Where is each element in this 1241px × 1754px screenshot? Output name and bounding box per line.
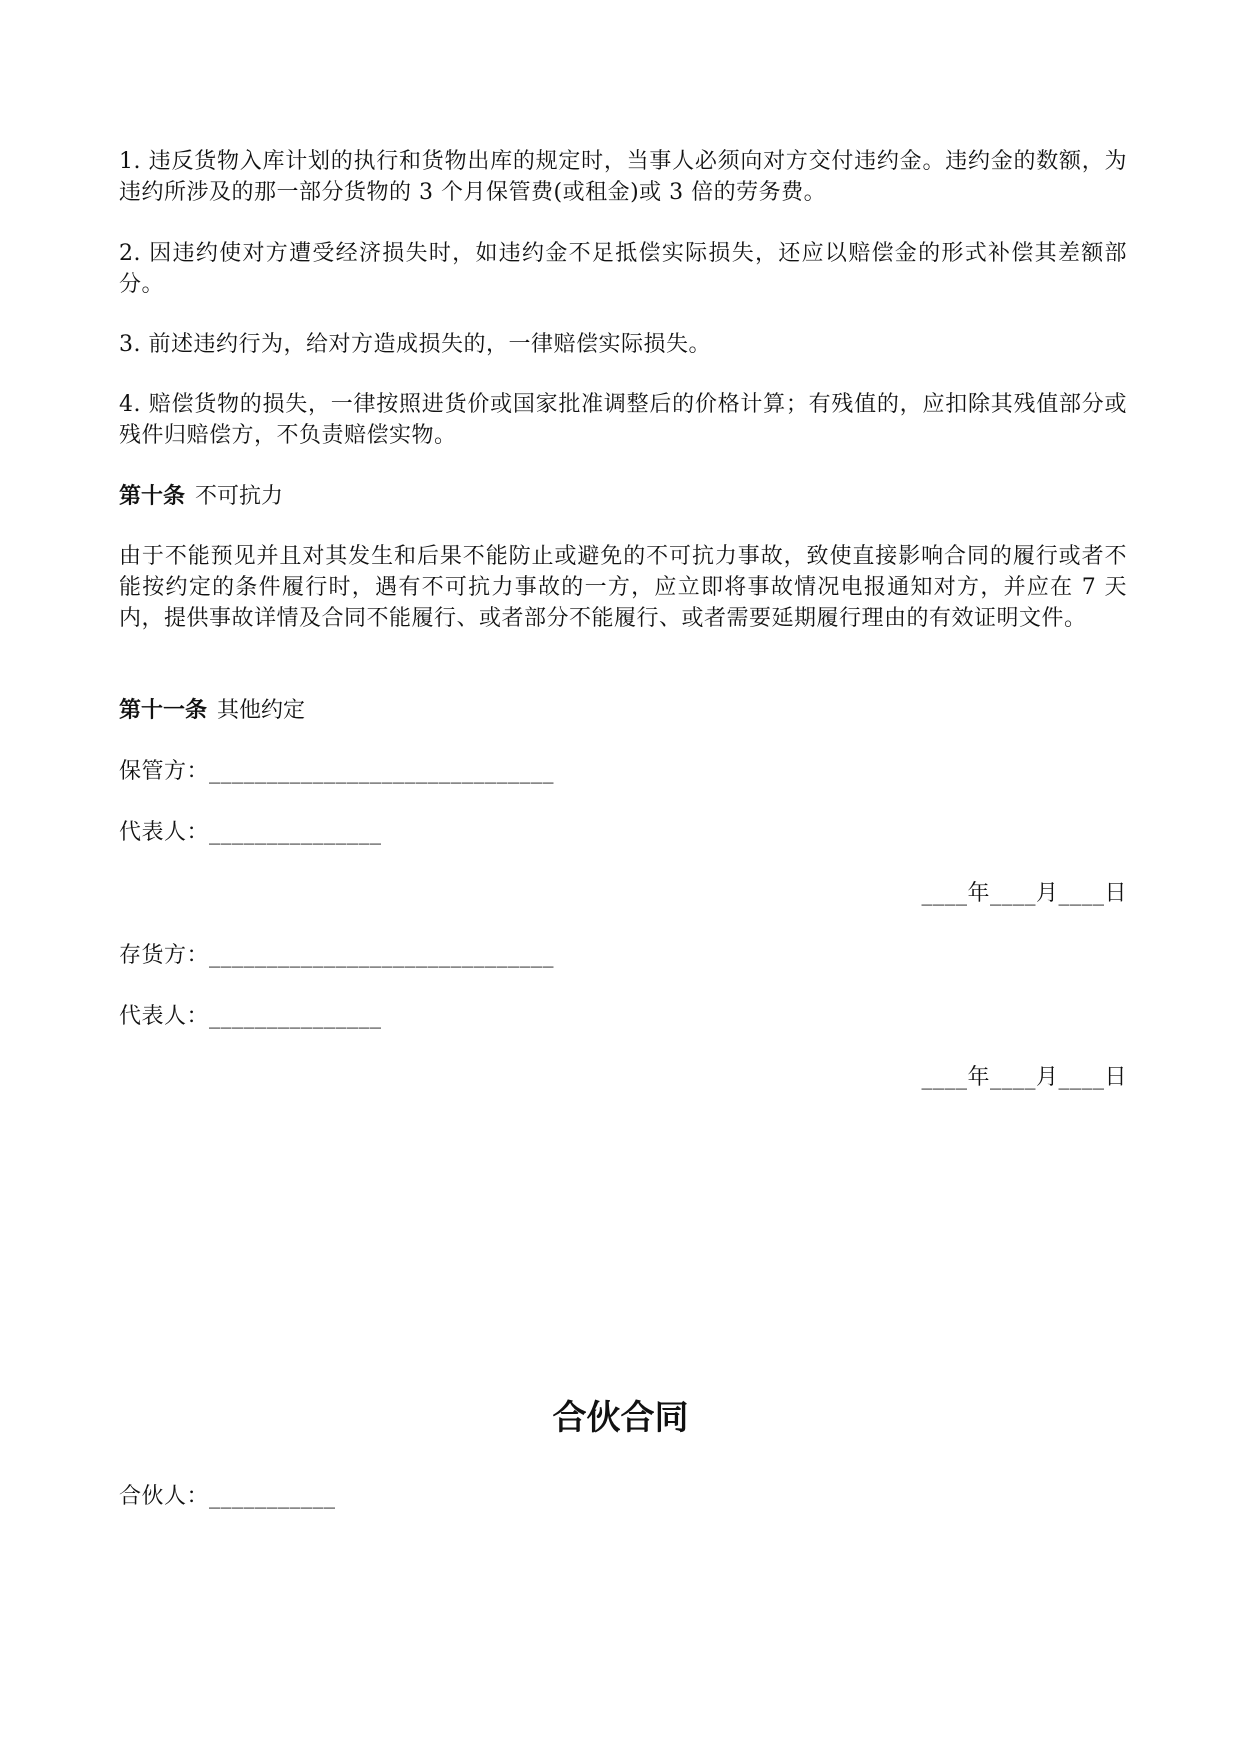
depositor-date-field: ____年____月____日: [921, 1065, 1127, 1090]
article-10-title: 不可抗力: [195, 484, 284, 509]
article-11-title: 其他约定: [217, 698, 306, 723]
clause-3: 3. 前述违约行为，给对方造成损失的，一律赔偿实际损失。: [119, 332, 711, 357]
clause-1: 1. 违反货物入库计划的执行和货物出库的规定时，当事人必须向对方交付违约金。违约金的数额，为违约所涉及的那一部分货物的 3 个月保管费(或租金)或 3 倍的劳务费。: [119, 149, 1127, 205]
clause-4: 4. 赔偿货物的损失，一律按照进货价或国家批准调整后的价格计算；有残值的，应扣除其残值部分或残件归赔偿方，不负责赔偿实物。: [119, 392, 1127, 448]
partner-field: 合伙人：___________: [119, 1484, 336, 1509]
depositor-field: 存货方：______________________________: [119, 943, 555, 968]
article-10-body: 由于不能预见并且对其发生和后果不能防止或避免的不可抗力事故，致使直接影响合同的履行或者不能按约定的条件履行时，遇有不可抗力事故的一方，应立即将事故情况电报通知对方，并应在 7 天内，提供事故详情及合同不能履行、或者部分不能履行、或者需要延期履行理由的有效证明文件。: [119, 544, 1127, 631]
clause-2: 2. 因违约使对方遭受经济损失时，如违约金不足抵偿实际损失，还应以赔偿金的形式补偿其差额部分。: [119, 241, 1127, 297]
article-10-heading: [119, 481, 283, 512]
custodian-representative-field: 代表人：_______________: [119, 820, 382, 845]
article-11-heading: [119, 695, 305, 726]
partnership-contract-title: 合伙合同: [552, 1398, 689, 1438]
article-10-number: 第十条: [119, 484, 186, 509]
custodian-date-field: ____年____月____日: [921, 881, 1127, 906]
article-11-number: 第十一条: [119, 698, 208, 723]
depositor-representative-field: 代表人：_______________: [119, 1004, 382, 1029]
custodian-field: 保管方：______________________________: [119, 759, 555, 784]
